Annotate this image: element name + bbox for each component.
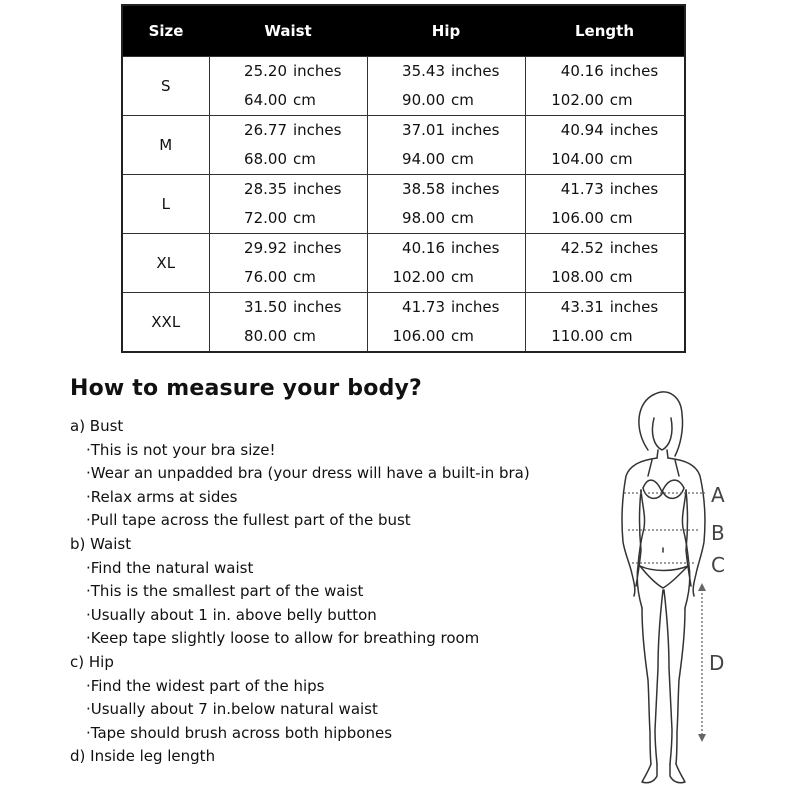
guide-section-heading: b) Waist bbox=[70, 534, 132, 553]
hip-inches-value bbox=[368, 293, 525, 322]
measurement-unit: inches bbox=[451, 239, 500, 257]
guide-tip: ·Keep tape slightly loose to allow for breathing room bbox=[86, 629, 480, 648]
waist-inches-value bbox=[210, 57, 367, 86]
measure-lines bbox=[624, 493, 705, 740]
inseam-arrow-bottom bbox=[698, 734, 706, 742]
measurement-number: 106.00 bbox=[392, 327, 445, 345]
measurement-number: 108.00 bbox=[551, 268, 604, 286]
size-row bbox=[122, 234, 685, 293]
size-chart-table bbox=[121, 4, 686, 353]
measurement-number: 41.73 bbox=[402, 298, 445, 316]
measurement-number: 41.73 bbox=[560, 180, 604, 198]
size-label: L bbox=[122, 175, 209, 234]
label-d: D bbox=[709, 651, 725, 675]
measurement-unit: cm bbox=[293, 209, 316, 227]
measurement-number: 102.00 bbox=[392, 268, 445, 286]
measurement-unit: cm bbox=[451, 209, 474, 227]
measurement-number: 80.00 bbox=[244, 327, 287, 345]
hip-inches-value bbox=[368, 57, 525, 86]
waist-inches-value bbox=[210, 234, 367, 263]
waist-inches-value bbox=[210, 116, 367, 145]
label-a: A bbox=[711, 483, 725, 507]
measurement-unit: inches bbox=[609, 121, 659, 139]
guide-section-heading: c) Hip bbox=[70, 652, 114, 671]
measurement-unit: inches bbox=[609, 298, 659, 316]
header-size: Size bbox=[122, 5, 209, 57]
measurement-unit: inches bbox=[451, 298, 500, 316]
guide-tip: ·Wear an unpadded bra (your dress will have a built-in bra) bbox=[86, 464, 530, 483]
hip-inches-value bbox=[368, 234, 525, 263]
guide-tip: ·This is not your bra size! bbox=[86, 440, 276, 459]
measurement-unit: inches bbox=[451, 121, 500, 139]
measurement-number: 35.43 bbox=[402, 62, 445, 80]
measurement-number: 38.58 bbox=[402, 180, 445, 198]
guide-tip: ·Tape should brush across both hipbones bbox=[86, 723, 393, 742]
header-length: Length bbox=[525, 5, 685, 57]
hip-cm-value bbox=[368, 322, 525, 351]
measurement-unit: cm bbox=[451, 268, 474, 286]
hip-cm-value bbox=[368, 145, 525, 174]
size-label: XXL bbox=[122, 293, 209, 353]
body-outline-illustration bbox=[608, 380, 768, 795]
measurement-number: 40.16 bbox=[560, 62, 604, 80]
measurement-unit: cm bbox=[609, 150, 633, 168]
guide-tip: ·Usually about 1 in. above belly button bbox=[86, 605, 377, 624]
size-row bbox=[122, 116, 685, 175]
hip-cell bbox=[367, 234, 525, 293]
length-cm-value bbox=[526, 86, 685, 115]
length-cell bbox=[525, 116, 685, 175]
guide-tip: ·Relax arms at sides bbox=[86, 487, 238, 506]
length-cm-value bbox=[526, 145, 685, 174]
hip-cm-value bbox=[368, 86, 525, 115]
measurement-unit: cm bbox=[293, 268, 316, 286]
measurement-unit: cm bbox=[609, 209, 633, 227]
measurement-number: 31.50 bbox=[244, 298, 287, 316]
guide-title: How to measure your body? bbox=[70, 376, 423, 401]
measurement-unit: inches bbox=[293, 62, 342, 80]
waist-cm-value bbox=[210, 145, 367, 174]
header-hip: Hip bbox=[367, 5, 525, 57]
waist-cell bbox=[209, 57, 367, 116]
size-label: S bbox=[122, 57, 209, 116]
measurement-unit: cm bbox=[609, 268, 633, 286]
measurement-number: 102.00 bbox=[551, 91, 604, 109]
waist-cell bbox=[209, 175, 367, 234]
length-inches-value bbox=[526, 293, 685, 322]
header-waist: Waist bbox=[209, 5, 367, 57]
measurement-number: 37.01 bbox=[402, 121, 445, 139]
measurement-number: 28.35 bbox=[244, 180, 287, 198]
hip-cell bbox=[367, 293, 525, 353]
measurement-unit: cm bbox=[609, 327, 633, 345]
measurement-number: 40.16 bbox=[402, 239, 445, 257]
measurement-unit: inches bbox=[609, 180, 659, 198]
length-cm-value bbox=[526, 322, 685, 351]
measurement-unit: cm bbox=[609, 91, 633, 109]
guide-section-heading: a) Bust bbox=[70, 417, 124, 435]
length-inches-value bbox=[526, 234, 685, 263]
hip-inches-value bbox=[368, 175, 525, 204]
measurement-unit: cm bbox=[451, 91, 474, 109]
measurement-unit: inches bbox=[293, 239, 342, 257]
measurement-number: 25.20 bbox=[244, 62, 287, 80]
size-label: M bbox=[122, 116, 209, 175]
waist-cm-value bbox=[210, 322, 367, 351]
measurement-unit: cm bbox=[451, 327, 474, 345]
measurement-unit: inches bbox=[293, 180, 342, 198]
measurement-unit: inches bbox=[609, 62, 659, 80]
measurement-number: 110.00 bbox=[551, 327, 604, 345]
waist-cell bbox=[209, 234, 367, 293]
measurement-number: 72.00 bbox=[244, 209, 287, 227]
size-chart-header-row bbox=[122, 5, 685, 57]
measurement-number: 43.31 bbox=[560, 298, 604, 316]
length-inches-value bbox=[526, 116, 685, 145]
size-label: XL bbox=[122, 234, 209, 293]
hip-cell bbox=[367, 175, 525, 234]
waist-cell bbox=[209, 116, 367, 175]
body-outline bbox=[622, 392, 705, 783]
measurement-unit: cm bbox=[451, 150, 474, 168]
measurement-number: 64.00 bbox=[244, 91, 287, 109]
measurement-number: 42.52 bbox=[560, 239, 604, 257]
length-inches-value bbox=[526, 57, 685, 86]
hip-cm-value bbox=[368, 204, 525, 233]
waist-inches-value bbox=[210, 175, 367, 204]
measurement-number: 40.94 bbox=[560, 121, 604, 139]
measure-guide bbox=[70, 415, 610, 769]
measurement-number: 94.00 bbox=[402, 150, 445, 168]
guide-section-heading: d) Inside leg length bbox=[70, 747, 216, 766]
waist-cell bbox=[209, 293, 367, 353]
label-b: B bbox=[711, 521, 725, 545]
measurement-number: 104.00 bbox=[551, 150, 604, 168]
measurement-unit: inches bbox=[293, 298, 342, 316]
waist-cm-value bbox=[210, 86, 367, 115]
length-cell bbox=[525, 175, 685, 234]
waist-cm-value bbox=[210, 204, 367, 233]
measurement-number: 106.00 bbox=[551, 209, 604, 227]
inseam-arrow-top bbox=[698, 583, 706, 591]
measurement-number: 29.92 bbox=[244, 239, 287, 257]
hip-cm-value bbox=[368, 263, 525, 292]
measurement-number: 76.00 bbox=[244, 268, 287, 286]
waist-cm-value bbox=[210, 263, 367, 292]
length-inches-value bbox=[526, 175, 685, 204]
measurement-unit: inches bbox=[293, 121, 342, 139]
guide-tip: ·Find the widest part of the hips bbox=[86, 676, 325, 695]
length-cell bbox=[525, 234, 685, 293]
measurement-unit: cm bbox=[293, 91, 316, 109]
measurement-unit: inches bbox=[451, 62, 500, 80]
measurement-unit: inches bbox=[609, 239, 659, 257]
measurement-unit: cm bbox=[293, 150, 316, 168]
measurement-number: 98.00 bbox=[402, 209, 445, 227]
guide-tip: ·Usually about 7 in.below natural waist bbox=[86, 700, 378, 719]
waist-inches-value bbox=[210, 293, 367, 322]
hip-cell bbox=[367, 57, 525, 116]
length-cell bbox=[525, 293, 685, 353]
measurement-number: 68.00 bbox=[244, 150, 287, 168]
length-cm-value bbox=[526, 204, 685, 233]
size-row bbox=[122, 175, 685, 234]
measurement-number: 90.00 bbox=[402, 91, 445, 109]
hip-inches-value bbox=[368, 116, 525, 145]
measurement-unit: cm bbox=[293, 327, 316, 345]
body-measurement-figure bbox=[608, 380, 768, 795]
length-cell bbox=[525, 57, 685, 116]
label-c: C bbox=[711, 553, 725, 577]
measurement-number: 26.77 bbox=[244, 121, 287, 139]
guide-tip: ·Pull tape across the fullest part of the bust bbox=[86, 511, 411, 530]
measurement-unit: inches bbox=[451, 180, 500, 198]
size-row bbox=[122, 57, 685, 116]
length-cm-value bbox=[526, 263, 685, 292]
hip-cell bbox=[367, 116, 525, 175]
guide-tip: ·This is the smallest part of the waist bbox=[86, 582, 364, 601]
size-row bbox=[122, 293, 685, 353]
guide-tip: ·Find the natural waist bbox=[86, 558, 254, 577]
